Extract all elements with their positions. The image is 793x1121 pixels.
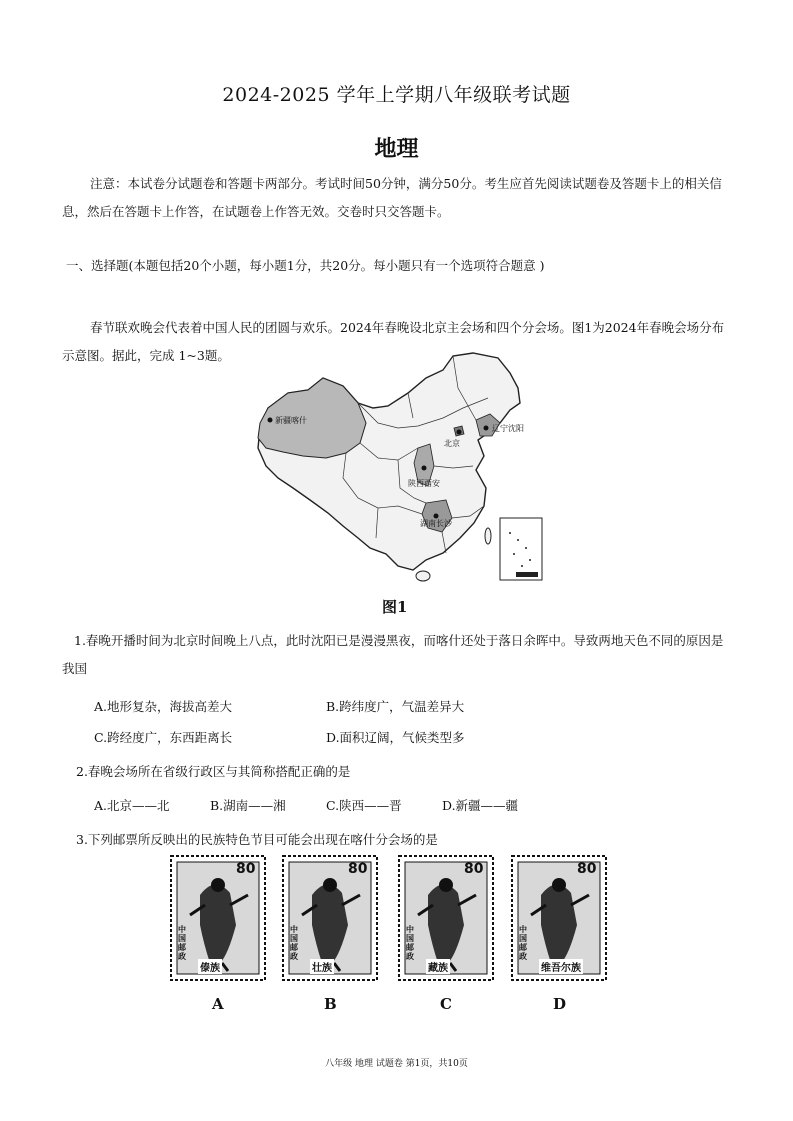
q2-option-d[interactable]: D.新疆——疆 [442, 798, 519, 813]
stamp-choice-letter: D [553, 995, 567, 1013]
city-label: 陕西西安 [408, 479, 440, 488]
stamp-ethnic-label: 壮族 [310, 959, 334, 974]
page-footer: 八年级 地理 试题卷 第1页，共10页 [325, 1059, 468, 1069]
china-map [248, 348, 548, 588]
question-intro: 春节联欢晚会代表着中国人民的团圆与欢乐。2024年春晚设北京主会场和四个分会场。图1为2024年春晚会场分布示意图。据此，完成 1~3题。 [62, 320, 725, 363]
question-2-stem: 2.春晚会场所在省级行政区与其简称搭配正确的是 [76, 764, 351, 779]
q1-option-c[interactable]: C.跨经度广，东西距离长 [94, 730, 233, 745]
q1-option-b[interactable]: B.跨纬度广，气温差异大 [326, 699, 465, 714]
inset-scale-bar [516, 572, 538, 577]
country-outline [258, 353, 520, 570]
stamp-value: 80 [236, 861, 256, 877]
south-china-sea-inset [500, 518, 542, 580]
notice-paragraph: 注意：本试卷分试题卷和答题卡两部分。考试时间50分钟，满分50分。考生应首先阅读试题卷及答题卡上的相关信息，然后在答题卡上作答，在试题卷上作答无效。交卷时只交答题卡。 [62, 176, 722, 219]
section-heading: 一、选择题(本题包括20个小题，每小题1分，共20分。每小题只有一个选项符合题意 ) [66, 258, 545, 273]
stamp-value: 80 [348, 861, 368, 877]
stamp-ethnic-label: 傣族 [198, 959, 222, 974]
q2-option-a[interactable]: A.北京——北 [94, 798, 170, 813]
stamp-ethnic-label: 维吾尔族 [539, 959, 583, 974]
subject-title: 地理 [374, 136, 419, 162]
stamp-value: 80 [577, 861, 597, 877]
question-3-stem: 3.下列邮票所反映出的民族特色节目可能会出现在喀什分会场的是 [76, 832, 438, 847]
stamp-country: 中国邮政 [178, 925, 186, 961]
taiwan-island [485, 528, 491, 544]
city-label: 北京 [444, 439, 460, 448]
stamp-choice-letter: C [440, 995, 452, 1013]
stamp-ethnic-label: 藏族 [426, 959, 450, 974]
stamp-country: 中国邮政 [519, 925, 527, 961]
exam-title: 2024-2025 学年上学期八年级联考试题 [222, 84, 571, 106]
q1-option-a[interactable]: A.地形复杂，海拔高差大 [94, 699, 233, 714]
city-marker [484, 426, 489, 431]
figure-caption: 图1 [382, 598, 408, 616]
q1-option-d[interactable]: D.面积辽阔，气候类型多 [326, 730, 465, 745]
city-marker [434, 514, 439, 519]
hainan-island [416, 571, 430, 581]
stamp-country: 中国邮政 [290, 925, 298, 961]
city-label: 湖南长沙 [420, 519, 452, 528]
q2-option-c[interactable]: C.陕西——晋 [326, 798, 402, 813]
stamp-choice-letter: A [212, 995, 224, 1013]
q2-option-b[interactable]: B.湖南——湘 [210, 798, 286, 813]
stamp-choice-letter: B [324, 995, 337, 1013]
city-label: 新疆喀什 [275, 416, 307, 425]
city-label: 辽宁沈阳 [492, 424, 524, 433]
stamp-country: 中国邮政 [406, 925, 414, 961]
city-marker [268, 418, 273, 423]
city-marker [422, 466, 427, 471]
question-1-stem: 1.春晚开播时间为北京时间晚上八点，此时沈阳已是漫漫黑夜，而喀什还处于落日余晖中。导致两地天色不同的原因是我国 [62, 633, 724, 676]
stamp-value: 80 [464, 861, 484, 877]
city-marker [457, 430, 462, 435]
china-map-figure [248, 348, 548, 588]
